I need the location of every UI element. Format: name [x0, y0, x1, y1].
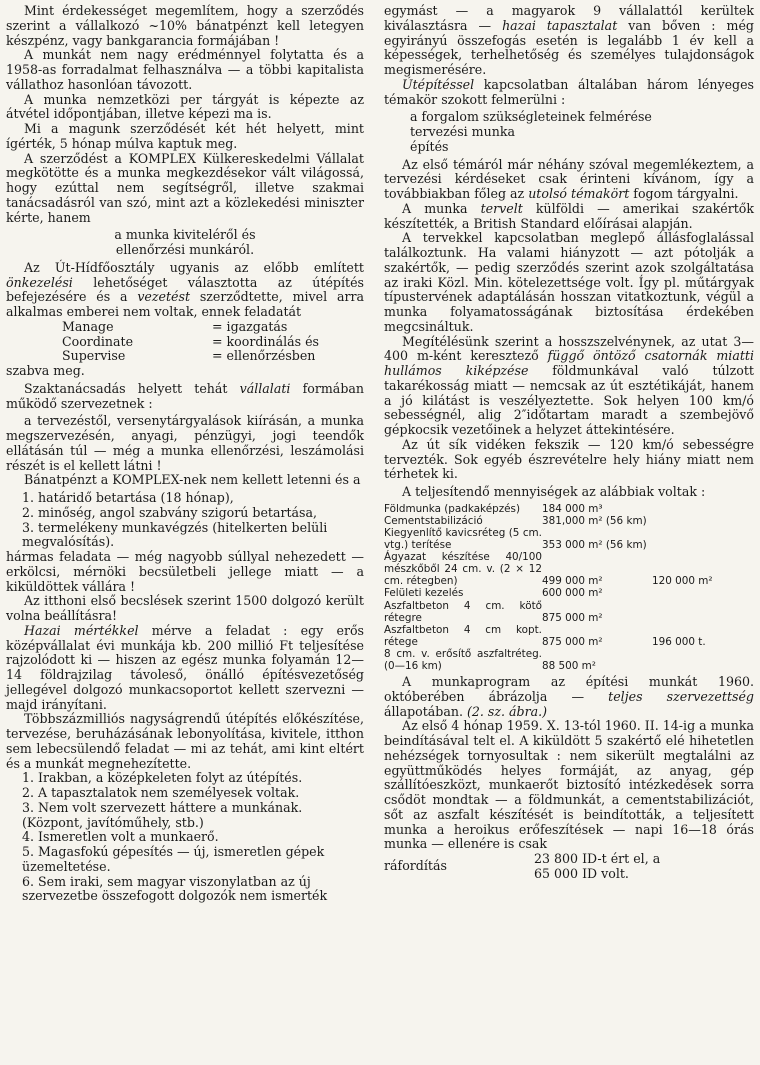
list-item: 1. határidő betartása (18 hónap),	[22, 490, 234, 505]
text-run: kapcsolatban általában három lényeges témakör szokott felmerülni :	[384, 76, 754, 107]
centered-line: a munka kiviteléről és	[114, 227, 256, 243]
paragraph: A szerződést a KOMPLEX Külkereskedelmi Vállalat megkötötte és a munka megkezdésekor vált világossá, hogy ezúttal nem segítségről, illetve szakmai tanácsadásról van szó, mint azt a közlekedési miniszter kérte, hanem	[6, 150, 364, 225]
list-item: 2. minőség, angol szabvány szigorú betartása,	[22, 504, 318, 520]
expenditure-line: 65 000 ID volt.	[534, 865, 629, 881]
left-column	[6, 4, 364, 904]
italic-run: utolsó témakört	[528, 186, 630, 201]
text-run: lehetőséget választotta az útépítés befejezésére és a	[6, 274, 364, 305]
paragraph	[384, 675, 754, 719]
italic-run: tervelt	[480, 200, 523, 216]
qty-extra	[652, 648, 754, 672]
terms-table	[18, 320, 376, 364]
paragraph	[384, 4, 754, 78]
qty-item: Cementstabilizáció	[384, 514, 483, 527]
qty-item: Aszfaltbeton 4 cm. kötő rétegre	[384, 599, 542, 624]
text-run: van bőven : még egyirányú összefogás esetén is legalább 1 év kell a képességek, terhelhetőség és személyes tulajdonságok megismerésére.	[384, 17, 754, 77]
text-run: szerződtette, mivel arra alkalmas emberei nem voltak, ennek feladatát	[6, 289, 364, 319]
italic-run: vezetést	[137, 289, 191, 305]
qty-extra: 196 000 t.	[652, 635, 706, 648]
list-item: építés	[410, 138, 449, 154]
paragraph	[384, 335, 754, 438]
qty-item: Ágyazat készítése 40/100 mészkőből 24 cm. v. (2 × 12 cm. rétegben)	[384, 551, 542, 588]
italic-run: teljes szervezettség	[608, 688, 754, 704]
qty-amount: 353 000 m² (56 km)	[542, 539, 647, 552]
paragraph: A munkát nem nagy erédménnyel folytatta és a 1958-as forradalmat felhasználva — a többi kapitalista vállathoz hasonlóan távozott.	[6, 47, 364, 92]
table-row	[384, 551, 754, 587]
qty-amount: 600 000 m²	[542, 587, 603, 600]
list-item: 6. Sem iraki, sem magyar viszonylatban az új szervezetbe összefogott dolgozók nem ismerték	[22, 873, 328, 904]
paragraph: A munka nemzetközi per tárgyát is képezte az átvétel időpontjában, illetve képezi ma is.	[6, 91, 364, 122]
text-run: A munka	[402, 200, 481, 216]
list-item: 4. Ismeretlen volt a munkaerő.	[22, 829, 219, 845]
text-run: fogom tárgyalni.	[629, 186, 739, 201]
terms-row	[18, 349, 376, 364]
numbered-list	[6, 491, 364, 550]
qty-amount: 875 000 m²	[542, 635, 603, 648]
table-row	[384, 515, 754, 527]
term-hu: = koordinálás és	[212, 333, 319, 349]
qty-amount: 875 000 m²	[542, 611, 603, 624]
paragraph: Mi a magunk szerződését két hét helyett, mint ígérték, 5 hónap múlva kaptuk meg.	[6, 121, 364, 151]
qty-item: Földmunka (padkaképzés)	[384, 502, 521, 515]
text-run: A munkaprogram az építési munkát 1960. októberében ábrázolja —	[384, 674, 754, 704]
qty-extra	[652, 515, 754, 527]
qty-extra	[652, 503, 754, 515]
table-row	[384, 624, 754, 648]
table-row	[384, 503, 754, 515]
paragraph: szabva meg.	[6, 363, 85, 378]
text-run: formában működő szervezetnek :	[6, 380, 364, 411]
quantities-table	[384, 503, 754, 672]
qty-item: Aszfaltbeton 4 cm kopt. rétege	[384, 623, 542, 648]
numbered-list	[6, 771, 364, 904]
terms-row	[18, 320, 376, 335]
qty-extra	[652, 600, 754, 624]
expenditure-values	[534, 852, 754, 882]
paragraph: A teljesítendő mennyiségek az alábbiak voltak :	[402, 484, 706, 499]
list-item: 3. Nem volt szervezett háttere a munkának. (Központ, javítóműhely, stb.)	[22, 799, 303, 830]
term-hu: = igazgatás	[212, 318, 288, 334]
paragraph: A tervekkel kapcsolatban meglepő állásfoglalással találkoztunk. Ha valami hiányzott — azt pótolják a szakértők, — pedig szerződés szerint azok szolgáltatása az iraki Közl. Min. kötelezettsége volt. Így pl. műtárgyak típustervének adaptálásán hosszan vitatkoztunk, végül a munka folyamatosságának biztosítása érdekében megcsináltuk.	[384, 230, 754, 334]
text-run: állapotában.	[384, 703, 467, 719]
table-row	[384, 648, 754, 672]
qty-item: 8 cm. v. erősítő aszfaltréteg. (0—16 km)	[384, 647, 542, 672]
text-run: külföldi — amerikai szakértők készítették, a British Standard előírásai alapján.	[384, 200, 755, 231]
italic-run: önkezelési	[6, 274, 73, 290]
paragraph: hármas feladata — még nagyobb súllyal nehezedett — erkölcsi, mérnöki becsületbeli jellege miatt — a kiküldöttek vállára !	[6, 549, 364, 594]
text-run: Az első témáról már néhány szóval megemlékeztem, a tervezési kérdéseket csak érinteni kívánom, így a továbbiakban főleg az	[384, 156, 754, 201]
qty-extra: 120 000 m²	[652, 575, 713, 588]
qty-amount: 184 000 m³	[542, 502, 603, 515]
paragraph: Mint érdekességet megemlítem, hogy a szerződés szerint a vállalkozó ~10% bánatpénzt kell letegyen készpénz, vagy bankgarancia formájában !	[6, 3, 364, 48]
text-run: Az Út-Hídfőosztály ugyanis az előbb említett	[24, 259, 364, 275]
term-hu: = ellenőrzésben	[212, 348, 316, 364]
text-run: Szaktanácsadás helyett tehát	[24, 380, 240, 396]
paragraph: Bánatpénzt a KOMPLEX-nek nem kellett letenni és a	[24, 472, 361, 488]
paragraph: Az itthoni első becslések szerint 1500 dolgozó került volna beállításra!	[6, 593, 364, 623]
term-en: Coordinate	[62, 333, 134, 349]
italic-run: függő öntöző csatornák miatti hullámos kiképzése	[384, 348, 754, 378]
list-item: a forgalom szükségleteinek felmérése	[410, 109, 652, 125]
list-item: tervezési munka	[410, 124, 515, 139]
term-en: Supervise	[62, 348, 126, 364]
italic-run: Hazai mértékkel	[24, 622, 139, 638]
expenditure-summary	[384, 852, 754, 882]
paragraph	[384, 78, 754, 108]
terms-row	[18, 335, 376, 350]
expenditure-line: 23 800 ID-t ért el, a	[534, 851, 661, 867]
table-row	[384, 587, 754, 599]
text-run: Megítélésünk szerint a hosszszelvénynek, az utat 3—400 m-ként keresztező	[384, 333, 754, 364]
list-item: 1. Irakban, a középkeleten folyt az útépítés.	[22, 770, 303, 786]
paragraph	[384, 202, 754, 232]
qty-item: Kiegyenlítő kavicsréteg (5 cm. vtg.) terítése	[384, 526, 542, 552]
italic-run: Útépítéssel	[402, 76, 475, 92]
expenditure-label: ráfordítás	[384, 858, 447, 874]
italic-run: hazai tapasztalat	[502, 17, 618, 33]
list-item: 2. A tapasztalatok nem személyesek voltak.	[22, 785, 300, 800]
text-run: egymást — a magyarok 9 vállalattól kerültek kiválasztásra —	[384, 3, 754, 33]
list-item: 3. termelékeny munkavégzés (hitelkerten belüli megvalósítás).	[22, 519, 328, 550]
italic-run: vállalati	[239, 380, 291, 396]
qty-amount: 381,000 m² (56 km)	[542, 514, 647, 527]
paragraph: Az első 4 hónap 1959. X. 13-tól 1960. II. 14-ig a munka beindításával telt el. A kiküldött 5 szakértő elé hihetetlen nehézségek tornyosultak : nem sikerült megtalálni az együttműködés helyes formáját, az anyag, gép szállítóeszközt, munkaerőt biztosító intézkedések sorra csődöt mondtak — a földmunkát, a cementstabilizációt, sőt az aszfalt készítését is beindították, a teljesített munka a heroikus erőfeszítések — napi 16—18 órás munka — ellenére is csak	[384, 718, 754, 852]
paragraph: a tervezéstől, versenytárgyalások kiírásán, a munka megszervezésén, anyagi, pénzügyi, jogi teendők ellátásán túl — még a munka ellenőrzési, leszámolási részét is el kellett látni !	[6, 413, 364, 473]
paragraph	[6, 624, 364, 713]
term-en: Manage	[62, 318, 114, 334]
paragraph: Többszázmilliós nagyságrendű útépítés előkészítése, tervezése, beruházásának lebonyolítása, kivitele, itthon sem lebecsülendő feladat — mi az tehát, ami kint eltért és a munkát megnehezítette.	[6, 711, 364, 771]
topic-list	[384, 110, 754, 154]
italic-run: (2. sz. ábra.)	[466, 703, 548, 719]
paragraph	[6, 261, 364, 320]
qty-amount: 88 500 m²	[542, 659, 596, 672]
text-run: földmunkával való túlzott takarékosság miatt — nemcsak az út esztétikáját, hanem a jó kilátást is veszélyeztette. Sok helyen 100 km/ó sebességnél, alig 2″időtartam maradt a szembejövő gépkocsik vezetőinek a helyzet áttekintésére.	[384, 363, 754, 437]
paragraph	[6, 382, 364, 412]
centered-line: ellenőrzési munkáról.	[115, 242, 255, 257]
paragraph: Az út sík vidéken fekszik — 120 km/ó sebességre tervezték. Sok egyéb észrevételre hely hiány miatt nem térhetek ki.	[384, 436, 754, 482]
table-row	[384, 600, 754, 624]
qty-item: Felületi kezelés	[384, 587, 464, 600]
list-item: 5. Magasfokú gépesítés — új, ismeretlen gépek üzemeltetése.	[22, 844, 325, 874]
right-column	[384, 4, 754, 882]
text-run: mérve a feladat : egy erős középvállalat évi munkája kb. 200 millió Ft teljesítése rajzolódott ki — hiszen az egész munka folyamán 12—14 földrajzilag távoleső, önálló építésvezetőség jellegével dolgozó munkacsoportot kellett szervezni — majd irányítani.	[6, 622, 365, 712]
paragraph	[384, 158, 754, 202]
qty-extra	[652, 527, 754, 551]
qty-extra	[652, 587, 754, 599]
qty-amount: 499 000 m²	[542, 575, 603, 588]
table-row	[384, 527, 754, 551]
